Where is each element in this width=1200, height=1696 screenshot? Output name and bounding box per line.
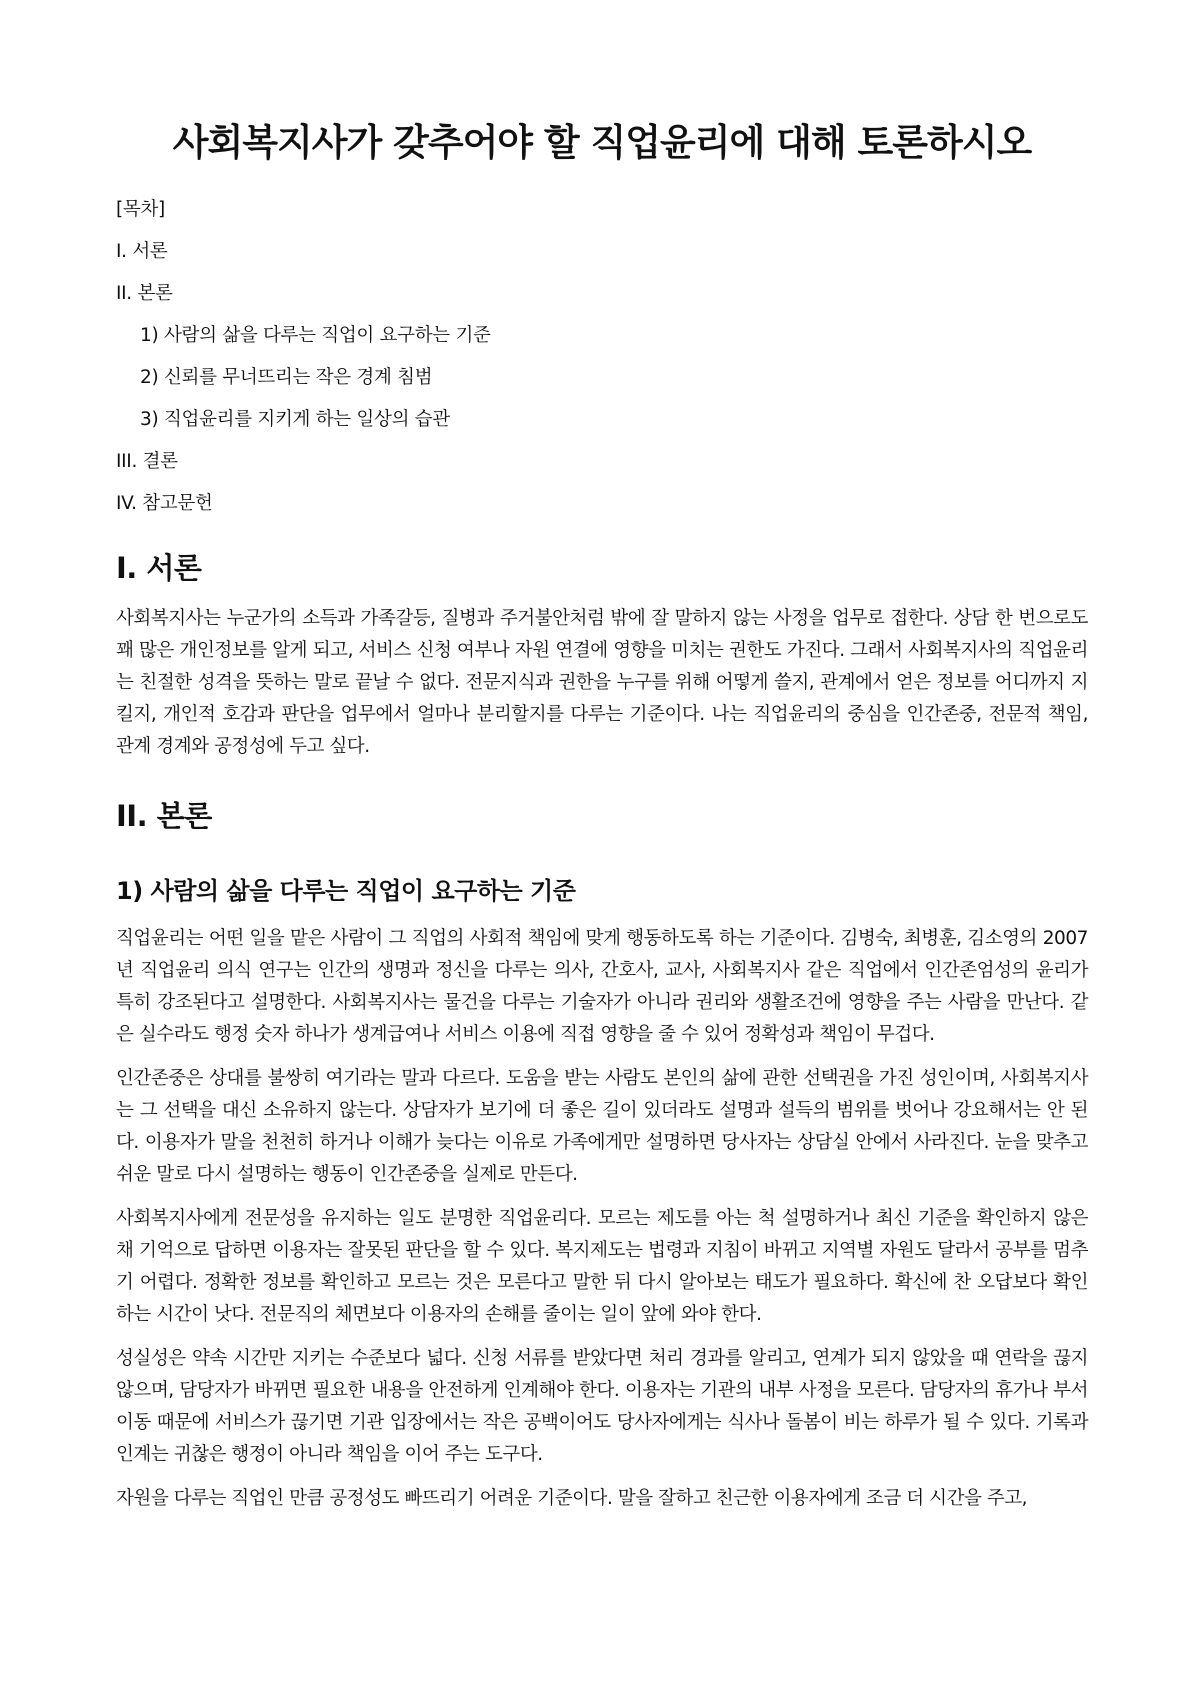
paragraph: 사회복지사에게 전문성을 유지하는 일도 분명한 직업윤리다. 모르는 제도를 아는 척 설명하거나 최신 기준을 확인하지 않은 채 기억으로 답하면 이용자는 잘못된 판단을 할 수 있다. 복지제도는 법령과 지침이 바뀌고 지역별 자원도 달라서 공부를 멈추기 어렵다. 정확한 정보를 확인하고 모르는 것은 모른다고 말한 뒤 다시 알아보는 태도가 필요하다. 확신에 찬 오답보다 확인하는 시간이 낫다. 전문직의 체면보다 이용자의 손해를 줄이는 일이 앞에 와야 한다. <box>116 1208 1088 1325</box>
introduction-section <box>116 549 1088 763</box>
toc-item-body: II. 본론 <box>116 283 173 304</box>
toc-item-body-3: 3) 직업윤리를 지키게 하는 일상의 습관 <box>140 409 450 430</box>
paragraph: 성실성은 약속 시간만 지키는 수준보다 넓다. 신청 서류를 받았다면 처리 경과를 알리고, 연계가 되지 않았을 때 연락을 끊지 않으며, 담당자가 바뀌면 필요한 내용을 안전하게 인계해야 한다. 이용자는 기관의 내부 사정을 모른다. 담당자의 휴가나 부서 이동 때문에 서비스가 끊기면 기관 입장에서는 작은 공백이어도 당사자에게는 식사나 돌봄이 비는 하루가 될 수 있다. 기록과 인계는 귀찮은 행정이 아니라 책임을 이어 주는 도구다. <box>116 1348 1088 1465</box>
body-section <box>116 797 1088 1515</box>
toc-item-introduction: I. 서론 <box>116 241 168 262</box>
toc-item-conclusion: III. 결론 <box>116 451 178 472</box>
paragraph: 사회복지사는 누군가의 소득과 가족갈등, 질병과 주거불안처럼 밖에 잘 말하지 않는 사정을 업무로 접한다. 상담 한 번으로도 꽤 많은 개인정보를 알게 되고, 서비스 신청 여부나 자원 연결에 영향을 미치는 권한도 가진다. 그래서 사회복지사의 직업윤리는 친절한 성격을 뜻하는 말로 끝날 수 없다. 전문지식과 권한을 누구를 위해 어떻게 쓸지, 관계에서 얻은 정보를 어디까지 지킬지, 개인적 호감과 판단을 업무에서 얼마나 분리할지를 다루는 기준이다. 나는 직업윤리의 중심을 인간존중, 전문적 책임, 관계 경계와 공정성에 두고 싶다. <box>116 608 1088 757</box>
body-heading: II. 본론 <box>116 799 212 833</box>
toc-heading: [목차] <box>116 199 165 220</box>
toc-item-references: IV. 참고문헌 <box>116 493 213 514</box>
body-subsection-1-heading: 1) 사람의 삶을 다루는 직업이 요구하는 기준 <box>116 877 576 905</box>
paragraph: 직업윤리는 어떤 일을 맡은 사람이 그 직업의 사회적 책임에 맞게 행동하도록 하는 기준이다. 김병숙, 최병훈, 김소영의 2007년 직업윤리 의식 연구는 인간의 생명과 정신을 다루는 의사, 간호사, 교사, 사회복지사 같은 직업에서 인간존엄성의 윤리가 특히 강조된다고 설명한다. 사회복지사는 물건을 다루는 기술자가 아니라 권리와 생활조건에 영향을 주는 사람을 만난다. 같은 실수라도 행정 숫자 하나가 생계급여나 서비스 이용에 직접 영향을 줄 수 있어 정확성과 책임이 무겁다. <box>116 928 1088 1045</box>
toc-item-body-1: 1) 사람의 삶을 다루는 직업이 요구하는 기준 <box>140 325 491 346</box>
table-of-contents <box>116 198 1088 515</box>
paragraph: 인간존중은 상대를 불쌍히 여기라는 말과 다르다. 도움을 받는 사람도 본인의 삶에 관한 선택권을 가진 성인이며, 사회복지사는 그 선택을 대신 소유하지 않는다. 상담자가 보기에 더 좋은 길이 있더라도 설명과 설득의 범위를 벗어나 강요해서는 안 된다. 이용자가 말을 천천히 하거나 이해가 늦다는 이유로 가족에게만 설명하면 당사자는 상담실 안에서 사라진다. 눈을 맞추고 쉬운 말로 다시 설명하는 행동이 인간존중을 실제로 만든다. <box>116 1068 1088 1185</box>
toc-item-body-2: 2) 신뢰를 무너뜨리는 작은 경계 침범 <box>140 367 433 388</box>
introduction-heading: I. 서론 <box>116 551 202 585</box>
paragraph: 자원을 다루는 직업인 만큼 공정성도 빠뜨리기 어려운 기준이다. 말을 잘하고 친근한 이용자에게 조금 더 시간을 주고, <box>116 1488 1028 1509</box>
document-title: 사회복지사가 갖추어야 할 직업윤리에 대해 토론하시오 <box>172 121 1032 164</box>
